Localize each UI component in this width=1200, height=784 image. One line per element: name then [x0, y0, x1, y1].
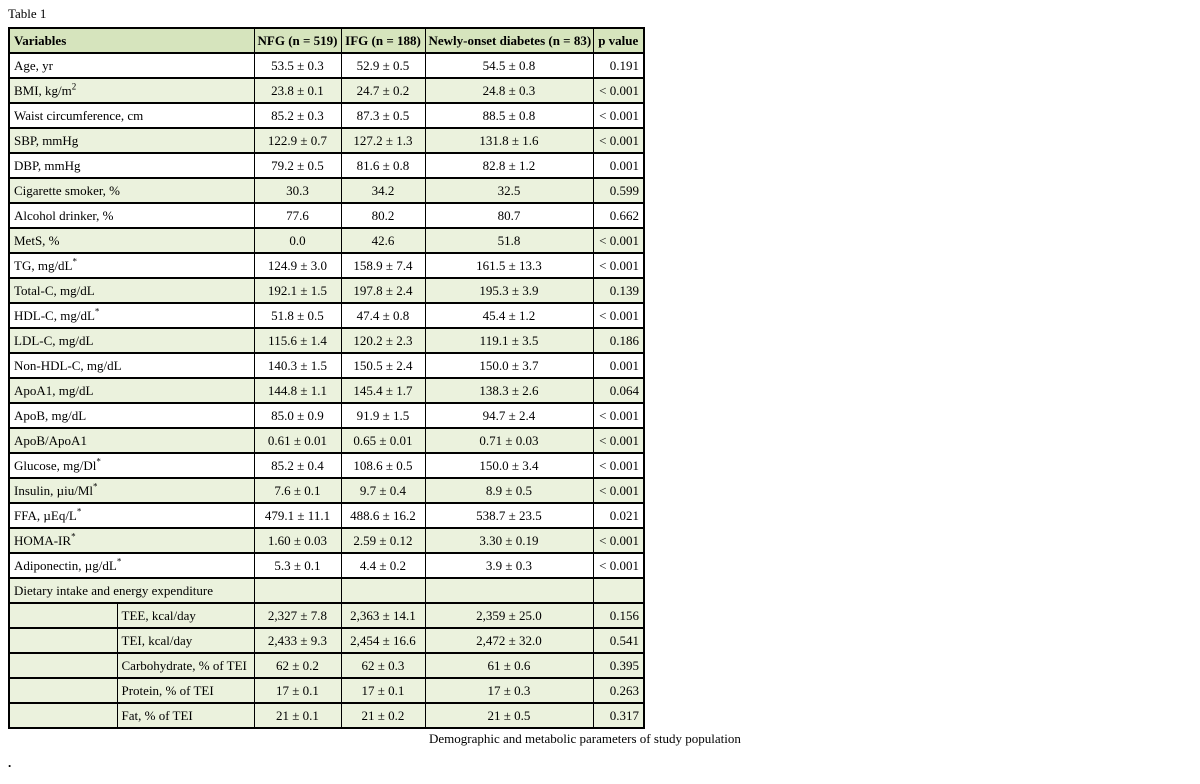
variable-cell [9, 203, 254, 228]
table-row [9, 478, 644, 503]
value-cell: 115.6 ± 1.4 [254, 328, 341, 353]
header-nfg: NFG (n = 519) [254, 28, 341, 53]
value-cell: 161.5 ± 13.3 [425, 253, 593, 278]
table-row [9, 603, 644, 628]
variable-label: Age, yr [14, 57, 53, 73]
value-cell: 80.7 [425, 203, 593, 228]
value-cell: 138.3 ± 2.6 [425, 378, 593, 403]
table-row [9, 353, 644, 378]
value-cell: 2.59 ± 0.12 [341, 528, 425, 553]
value-cell: 131.8 ± 1.6 [425, 128, 593, 153]
value-cell: 150.5 ± 2.4 [341, 353, 425, 378]
variable-cell [9, 353, 254, 378]
table-row [9, 228, 644, 253]
pvalue-cell: 0.021 [593, 503, 644, 528]
pvalue-cell: 0.186 [593, 328, 644, 353]
value-cell: 8.9 ± 0.5 [425, 478, 593, 503]
superscript: * [76, 506, 82, 517]
pvalue-cell [593, 578, 644, 603]
value-cell: 158.9 ± 7.4 [341, 253, 425, 278]
variable-cell: TEE, kcal/day [117, 603, 254, 628]
table-row [9, 403, 644, 428]
value-cell: 5.3 ± 0.1 [254, 553, 341, 578]
value-cell: 150.0 ± 3.7 [425, 353, 593, 378]
table-row [9, 703, 644, 728]
pvalue-cell: < 0.001 [593, 478, 644, 503]
variable-cell [9, 178, 254, 203]
value-cell: 7.6 ± 0.1 [254, 478, 341, 503]
value-cell: 119.1 ± 3.5 [425, 328, 593, 353]
value-cell: 24.7 ± 0.2 [341, 78, 425, 103]
value-cell: 85.2 ± 0.4 [254, 453, 341, 478]
variable-cell [9, 428, 254, 453]
value-cell: 1.60 ± 0.03 [254, 528, 341, 553]
variable-cell [9, 128, 254, 153]
section-cell [9, 578, 254, 603]
value-cell: 17 ± 0.3 [425, 678, 593, 703]
variable-cell: Protein, % of TEI [117, 678, 254, 703]
variable-label: HOMA-IR [14, 532, 72, 548]
header-row [9, 28, 644, 53]
variable-label: SBP, mmHg [14, 132, 79, 148]
value-cell: 45.4 ± 1.2 [425, 303, 593, 328]
value-cell: 34.2 [341, 178, 425, 203]
value-cell: 52.9 ± 0.5 [341, 53, 425, 78]
superscript: * [94, 306, 100, 317]
value-cell: 54.5 ± 0.8 [425, 53, 593, 78]
variable-cell: Fat, % of TEI [117, 703, 254, 728]
header-p-value: p value [593, 28, 644, 53]
table-row [9, 128, 644, 153]
variable-label: TG, mg/dL [14, 257, 73, 273]
value-cell: 87.3 ± 0.5 [341, 103, 425, 128]
trailing-period: . [8, 755, 12, 770]
variable-label: FFA, µEq/L [14, 507, 77, 523]
value-cell: 17 ± 0.1 [254, 678, 341, 703]
value-cell: 51.8 [425, 228, 593, 253]
value-cell: 488.6 ± 16.2 [341, 503, 425, 528]
pvalue-cell: < 0.001 [593, 228, 644, 253]
variable-label: Glucose, mg/Dl [14, 457, 97, 473]
variable-cell [9, 228, 254, 253]
pvalue-cell: < 0.001 [593, 403, 644, 428]
value-cell: 0.65 ± 0.01 [341, 428, 425, 453]
pvalue-cell: 0.064 [593, 378, 644, 403]
value-cell: 47.4 ± 0.8 [341, 303, 425, 328]
table-row [9, 428, 644, 453]
variable-label: Dietary intake and energy expenditure [14, 582, 214, 598]
value-cell: 150.0 ± 3.4 [425, 453, 593, 478]
value-cell: 197.8 ± 2.4 [341, 278, 425, 303]
variable-cell [9, 503, 254, 528]
value-cell: 85.0 ± 0.9 [254, 403, 341, 428]
value-cell: 85.2 ± 0.3 [254, 103, 341, 128]
table-caption: Demographic and metabolic parameters of study population [429, 731, 741, 746]
superscript: * [96, 456, 101, 467]
variable-cell [9, 553, 254, 578]
value-cell: 3.9 ± 0.3 [425, 553, 593, 578]
variable-label: Waist circumference, cm [14, 107, 144, 123]
variable-cell [9, 53, 254, 78]
pvalue-cell: 0.317 [593, 703, 644, 728]
value-cell: 91.9 ± 1.5 [341, 403, 425, 428]
variable-cell [9, 278, 254, 303]
value-cell: 0.71 ± 0.03 [425, 428, 593, 453]
pvalue-cell: < 0.001 [593, 303, 644, 328]
value-cell: 140.3 ± 1.5 [254, 353, 341, 378]
pvalue-cell: 0.001 [593, 153, 644, 178]
value-cell: 21 ± 0.2 [341, 703, 425, 728]
superscript: * [71, 531, 76, 542]
value-cell: 23.8 ± 0.1 [254, 78, 341, 103]
superscript: * [116, 556, 122, 567]
pvalue-cell: < 0.001 [593, 553, 644, 578]
variable-label: ApoB/ApoA1 [14, 432, 87, 448]
variable-label: DBP, mmHg [14, 157, 81, 173]
value-cell: 2,359 ± 25.0 [425, 603, 593, 628]
pvalue-cell: < 0.001 [593, 128, 644, 153]
value-cell: 122.9 ± 0.7 [254, 128, 341, 153]
pvalue-cell: 0.001 [593, 353, 644, 378]
table-row [9, 53, 644, 78]
superscript: 2 [71, 81, 77, 92]
value-cell: 21 ± 0.1 [254, 703, 341, 728]
value-cell: 2,472 ± 32.0 [425, 628, 593, 653]
table-row [9, 503, 644, 528]
table-row [9, 78, 644, 103]
variable-cell: TEI, kcal/day [117, 628, 254, 653]
value-cell: 144.8 ± 1.1 [254, 378, 341, 403]
value-cell: 124.9 ± 3.0 [254, 253, 341, 278]
pvalue-cell: 0.395 [593, 653, 644, 678]
variable-label: HDL-C, mg/dL [14, 307, 95, 323]
value-cell: 82.8 ± 1.2 [425, 153, 593, 178]
value-cell: 120.2 ± 2.3 [341, 328, 425, 353]
value-cell: 2,327 ± 7.8 [254, 603, 341, 628]
variable-cell [9, 253, 254, 278]
pvalue-cell: < 0.001 [593, 453, 644, 478]
variable-cell [9, 453, 254, 478]
pvalue-cell: < 0.001 [593, 78, 644, 103]
table-row [9, 678, 644, 703]
variable-cell [9, 78, 254, 103]
indent-cell [9, 678, 117, 703]
table-title: Table 1 [8, 6, 47, 21]
pvalue-cell: < 0.001 [593, 528, 644, 553]
variable-label: ApoB, mg/dL [14, 407, 87, 423]
pvalue-cell: < 0.001 [593, 253, 644, 278]
indent-cell [9, 628, 117, 653]
table-row [9, 153, 644, 178]
value-cell: 79.2 ± 0.5 [254, 153, 341, 178]
value-cell: 17 ± 0.1 [341, 678, 425, 703]
variable-cell [9, 403, 254, 428]
pvalue-cell: 0.156 [593, 603, 644, 628]
value-cell: 53.5 ± 0.3 [254, 53, 341, 78]
value-cell: 94.7 ± 2.4 [425, 403, 593, 428]
value-cell: 61 ± 0.6 [425, 653, 593, 678]
variable-label: MetS, % [14, 232, 60, 248]
value-cell: 62 ± 0.2 [254, 653, 341, 678]
value-cell [425, 578, 593, 603]
variable-label: Adiponectin, µg/dL [14, 557, 117, 573]
pvalue-cell: 0.599 [593, 178, 644, 203]
variable-cell [9, 378, 254, 403]
table-row [9, 578, 644, 603]
table-row [9, 103, 644, 128]
variable-cell [9, 303, 254, 328]
value-cell: 2,454 ± 16.6 [341, 628, 425, 653]
table-row [9, 328, 644, 353]
indent-cell [9, 603, 117, 628]
variable-label: Insulin, µiu/Ml [14, 482, 93, 498]
value-cell: 51.8 ± 0.5 [254, 303, 341, 328]
header-ifg: IFG (n = 188) [341, 28, 425, 53]
pvalue-cell: < 0.001 [593, 428, 644, 453]
variable-label: Total-C, mg/dL [14, 282, 95, 298]
value-cell: 77.6 [254, 203, 341, 228]
value-cell: 32.5 [425, 178, 593, 203]
variable-cell [9, 103, 254, 128]
value-cell [341, 578, 425, 603]
value-cell: 88.5 ± 0.8 [425, 103, 593, 128]
table-row [9, 378, 644, 403]
variable-label: ApoA1, mg/dL [14, 382, 94, 398]
superscript: * [93, 481, 98, 492]
value-cell: 538.7 ± 23.5 [425, 503, 593, 528]
value-cell: 21 ± 0.5 [425, 703, 593, 728]
variable-label: BMI, kg/m [14, 82, 72, 98]
table-row [9, 178, 644, 203]
pvalue-cell: 0.662 [593, 203, 644, 228]
table-row [9, 253, 644, 278]
table-row [9, 628, 644, 653]
value-cell: 81.6 ± 0.8 [341, 153, 425, 178]
variable-label: Cigarette smoker, % [14, 182, 120, 198]
pvalue-cell: 0.541 [593, 628, 644, 653]
value-cell: 2,363 ± 14.1 [341, 603, 425, 628]
value-cell: 127.2 ± 1.3 [341, 128, 425, 153]
variable-cell [9, 528, 254, 553]
indent-cell [9, 703, 117, 728]
value-cell: 42.6 [341, 228, 425, 253]
value-cell: 108.6 ± 0.5 [341, 453, 425, 478]
value-cell: 4.4 ± 0.2 [341, 553, 425, 578]
value-cell: 30.3 [254, 178, 341, 203]
table-row [9, 278, 644, 303]
pvalue-cell: 0.263 [593, 678, 644, 703]
superscript: * [72, 256, 77, 267]
pvalue-cell: 0.139 [593, 278, 644, 303]
variable-cell [9, 153, 254, 178]
table-row [9, 303, 644, 328]
value-cell: 145.4 ± 1.7 [341, 378, 425, 403]
indent-cell [9, 653, 117, 678]
value-cell: 24.8 ± 0.3 [425, 78, 593, 103]
value-cell: 2,433 ± 9.3 [254, 628, 341, 653]
table-row [9, 553, 644, 578]
value-cell: 0.0 [254, 228, 341, 253]
value-cell: 195.3 ± 3.9 [425, 278, 593, 303]
pvalue-cell: 0.191 [593, 53, 644, 78]
variable-label: Non-HDL-C, mg/dL [14, 357, 122, 373]
value-cell: 192.1 ± 1.5 [254, 278, 341, 303]
data-table [8, 27, 645, 729]
variable-label: LDL-C, mg/dL [14, 332, 94, 348]
value-cell: 80.2 [341, 203, 425, 228]
value-cell [254, 578, 341, 603]
variable-cell: Carbohydrate, % of TEI [117, 653, 254, 678]
table-row [9, 203, 644, 228]
value-cell: 479.1 ± 11.1 [254, 503, 341, 528]
variable-label: Alcohol drinker, % [14, 207, 114, 223]
header-newly-onset-diabetes: Newly-onset diabetes (n = 83) [425, 28, 593, 53]
variable-cell [9, 478, 254, 503]
table-row [9, 528, 644, 553]
value-cell: 3.30 ± 0.19 [425, 528, 593, 553]
value-cell: 0.61 ± 0.01 [254, 428, 341, 453]
variable-cell [9, 328, 254, 353]
value-cell: 62 ± 0.3 [341, 653, 425, 678]
table-row [9, 453, 644, 478]
table-row [9, 653, 644, 678]
pvalue-cell: < 0.001 [593, 103, 644, 128]
value-cell: 9.7 ± 0.4 [341, 478, 425, 503]
header-variables: Variables [9, 28, 254, 53]
